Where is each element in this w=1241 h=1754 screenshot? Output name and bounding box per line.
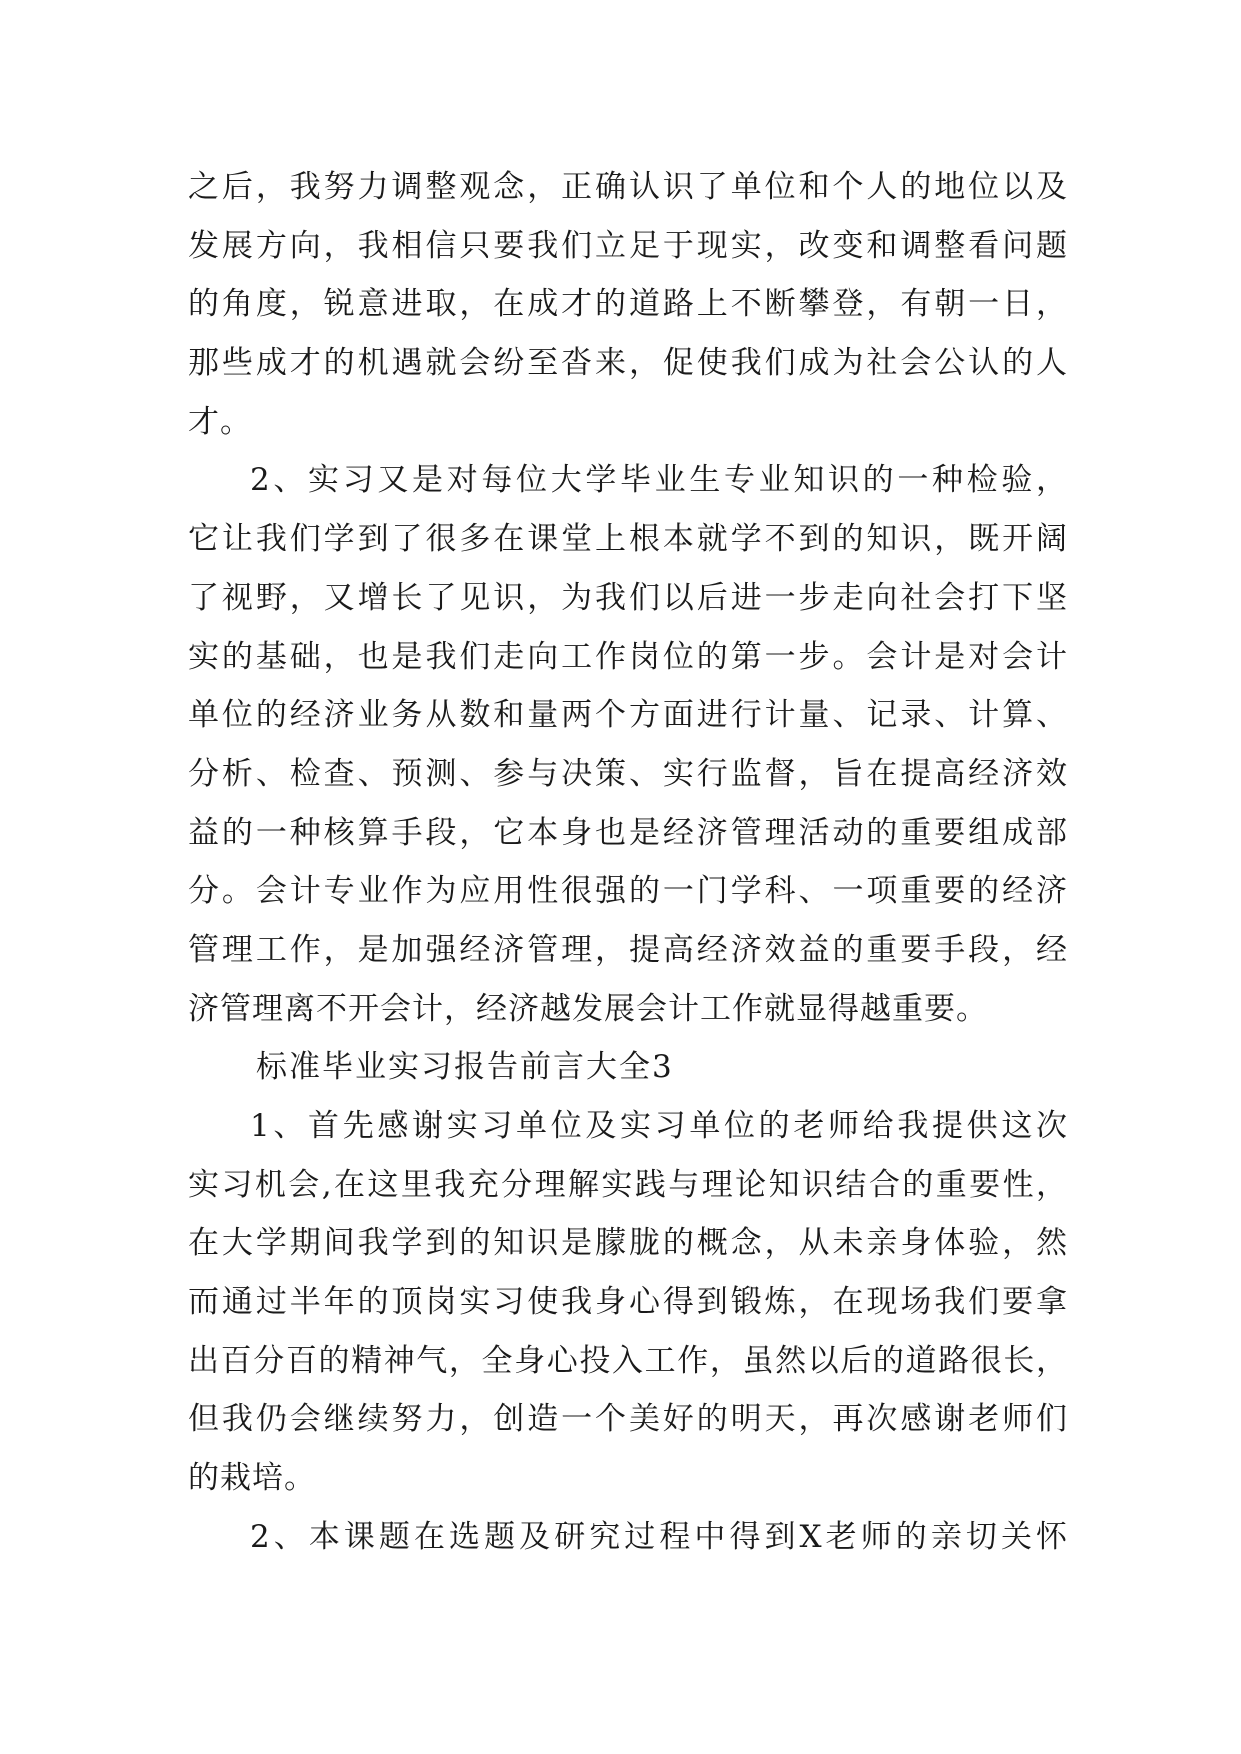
text-line: 实的基础，也是我们走向工作岗位的第一步。会计是对会计 — [188, 638, 1068, 675]
text-line: 实习机会,在这里我充分理解实践与理论知识结合的重要性， — [188, 1166, 1068, 1203]
text-line: 之后，我努力调整观念，正确认识了单位和个人的地位以及 — [188, 169, 1068, 205]
paragraph-start-line: 2、实习又是对每位大学毕业生专业知识的一种检验， — [250, 462, 1068, 499]
text-line: 管理工作，是加强经济管理，提高经济效益的重要手段，经 — [188, 931, 1068, 968]
text-line: 那些成才的机遇就会纷至沓来，促使我们成为社会公认的人 — [188, 345, 1068, 382]
text-line: 它让我们学到了很多在课堂上根本就学不到的知识，既开阔 — [188, 521, 1068, 558]
text-line: 单位的经济业务从数和量两个方面进行计量、记录、计算、 — [188, 697, 1068, 734]
text-line: 发展方向，我相信只要我们立足于现实，改变和调整看问题 — [188, 227, 1068, 264]
text-line: 分。会计专业作为应用性很强的一门学科、一项重要的经济 — [188, 873, 1068, 910]
paragraph-start-line: 2、本课题在选题及研究过程中得到X老师的亲切关怀 — [250, 1518, 1068, 1555]
text-line: 的角度，锐意进取，在成才的道路上不断攀登，有朝一日， — [188, 286, 1068, 323]
text-line: 才。 — [188, 403, 252, 440]
text-line: 济管理离不开会计，经济越发展会计工作就显得越重要。 — [188, 990, 988, 1027]
document-body — [188, 158, 1068, 1567]
section-heading: 标准毕业实习报告前言大全3 — [256, 1049, 674, 1086]
text-line: 益的一种核算手段，它本身也是经济管理活动的重要组成部 — [188, 814, 1068, 851]
text-line: 出百分百的精神气，全身心投入工作，虽然以后的道路很长， — [188, 1342, 1068, 1379]
text-line: 但我仍会继续努力，创造一个美好的明天，再次感谢老师们 — [188, 1401, 1068, 1438]
text-line: 了视野，又增长了见识，为我们以后进一步走向社会打下坚 — [188, 579, 1068, 616]
text-line: 的栽培。 — [188, 1460, 316, 1497]
text-line: 分析、检查、预测、参与决策、实行监督，旨在提高经济效 — [188, 755, 1068, 792]
text-line: 而通过半年的顶岗实习使我身心得到锻炼，在现场我们要拿 — [188, 1284, 1068, 1321]
text-line: 在大学期间我学到的知识是朦胧的概念，从未亲身体验，然 — [188, 1225, 1068, 1262]
paragraph-start-line: 1、首先感谢实习单位及实习单位的老师给我提供这次 — [250, 1108, 1068, 1144]
